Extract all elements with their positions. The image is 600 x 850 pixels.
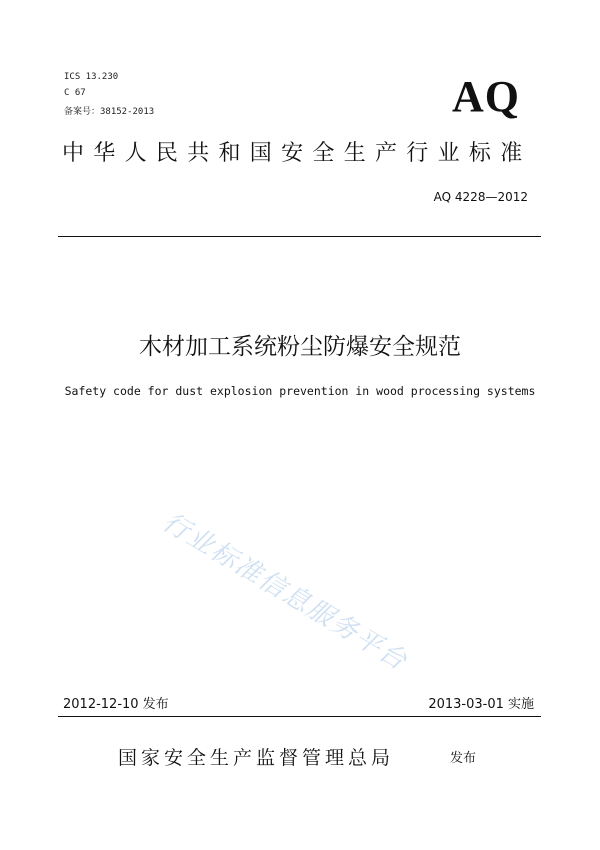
ccs-number: C 67 [64, 88, 86, 98]
document-title-en: Safety code for dust explosion prevention in wood processing systems [64, 384, 536, 398]
standard-type-heading: 中华人民共和国安全生产行业标准 [62, 141, 532, 166]
issuer: 国家安全生产监督管理总局 [118, 747, 395, 769]
watermark: 行业标准信息服务平台 [157, 507, 413, 678]
issuer-suffix: 发布 [450, 751, 477, 766]
aq-logo: AQ [452, 72, 520, 121]
footer-divider [58, 716, 541, 717]
issue-date: 2012-12-10 发布 [63, 697, 169, 712]
effective-date: 2013-03-01 实施 [428, 697, 534, 712]
filing-number: 备案号：38152-2013 [64, 107, 155, 117]
document-title-cn: 木材加工系统粉尘防爆安全规范 [139, 334, 461, 360]
standard-code: AQ 4228—2012 [433, 190, 528, 204]
ics-number: ICS 13.230 [64, 72, 119, 82]
header-divider [58, 236, 541, 237]
